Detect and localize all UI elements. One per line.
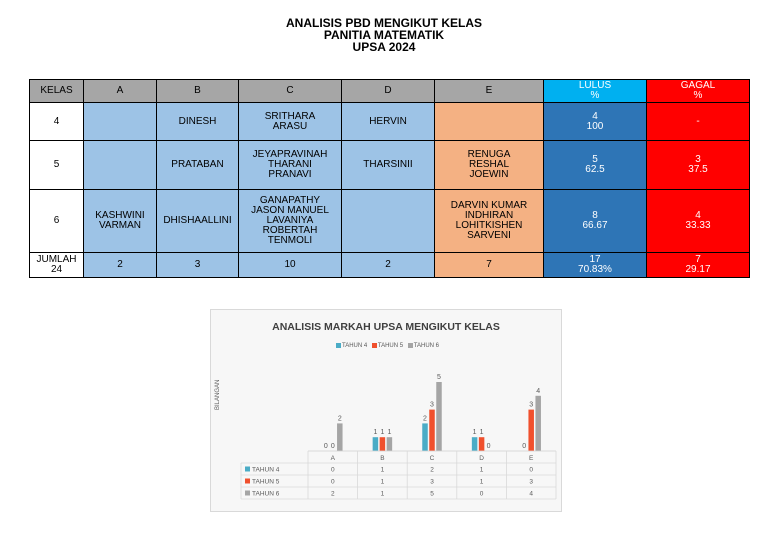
x-tick-label: B xyxy=(380,455,385,462)
bar-d-tahun-5 xyxy=(479,437,485,451)
cell-lulus: 4 100 xyxy=(544,103,647,141)
bar-e-tahun-6 xyxy=(535,396,541,451)
class-analysis-table xyxy=(29,79,750,278)
cell-e xyxy=(435,103,544,141)
data-label: 1 xyxy=(472,429,477,437)
data-label: 0 xyxy=(330,443,335,450)
data-label: 3 xyxy=(430,401,434,409)
header-b: B xyxy=(157,80,239,103)
x-tick-label: A xyxy=(330,455,335,462)
data-table-value: 3 xyxy=(430,478,434,486)
data-label: 1 xyxy=(373,429,378,437)
data-table-value: 5 xyxy=(430,490,434,498)
bar-b-tahun-6 xyxy=(387,437,393,451)
header-lulus: LULUS % xyxy=(544,80,647,103)
report-title: ANALISIS PBD MENGIKUT KELAS xyxy=(285,16,482,30)
data-label: 4 xyxy=(536,387,541,395)
row-kelas: 4 xyxy=(30,103,84,141)
total-e: 7 xyxy=(435,253,544,278)
table-row xyxy=(30,190,750,253)
x-tick-label: C xyxy=(429,455,435,462)
data-label: 5 xyxy=(437,374,441,381)
cell-lulus: 5 62.5 xyxy=(544,141,647,190)
total-c: 10 xyxy=(239,253,342,278)
chart-container xyxy=(210,309,562,512)
total-lulus: 17 70.83% xyxy=(544,253,647,278)
data-table-series-label: TAHUN 6 xyxy=(252,490,280,498)
total-d: 2 xyxy=(342,253,435,278)
cell-d: THARSINII xyxy=(342,141,435,190)
data-label: 0 xyxy=(486,443,491,450)
data-label: 0 xyxy=(323,443,328,450)
data-label: 2 xyxy=(337,415,342,423)
data-label: 1 xyxy=(380,429,385,437)
data-label: 1 xyxy=(479,429,484,437)
row-kelas: 6 xyxy=(30,190,84,253)
data-table-legend-swatch xyxy=(245,479,250,484)
header-gagal: GAGAL % xyxy=(647,80,750,103)
data-label: 3 xyxy=(529,401,534,409)
legend-label-tahun-5: TAHUN 5 xyxy=(377,343,404,350)
cell-c: SRITHARA ARASU xyxy=(239,103,342,141)
cell-a xyxy=(84,103,157,141)
data-table-value: 2 xyxy=(430,466,434,474)
report-heading xyxy=(0,17,768,53)
header-a: A xyxy=(84,80,157,103)
header-d: D xyxy=(342,80,435,103)
data-table-value: 1 xyxy=(380,478,385,486)
data-table-value: 0 xyxy=(479,490,484,498)
cell-e: RENUGA RESHAL JOEWIN xyxy=(435,141,544,190)
bar-b-tahun-5 xyxy=(380,437,386,451)
bar-e-tahun-5 xyxy=(528,410,534,451)
cell-c: JEYAPRAVINAH THARANI PRANAVI xyxy=(239,141,342,190)
data-table-value: 1 xyxy=(380,490,385,498)
data-table-legend-swatch xyxy=(245,467,250,472)
cell-gagal: 3 37.5 xyxy=(647,141,750,190)
table-row xyxy=(30,103,750,141)
data-table-value: 0 xyxy=(330,466,335,474)
cell-gagal: - xyxy=(647,103,750,141)
cell-d: HERVIN xyxy=(342,103,435,141)
cell-lulus: 8 66.67 xyxy=(544,190,647,253)
bar-a-tahun-6 xyxy=(337,423,343,451)
data-table-legend-swatch xyxy=(245,491,250,496)
cell-gagal: 4 33.33 xyxy=(647,190,750,253)
bar-c-tahun-4 xyxy=(422,423,428,451)
cell-a xyxy=(84,141,157,190)
total-gagal: 7 29.17 xyxy=(647,253,750,278)
cell-a: KASHWINI VARMAN xyxy=(84,190,157,253)
data-table-value: 1 xyxy=(479,478,484,486)
bar-chart xyxy=(211,310,561,511)
data-table-value: 0 xyxy=(330,478,335,486)
cell-c: GANAPATHY JASON MANUEL LAVANIYA ROBERTAH TENMOLI xyxy=(239,190,342,253)
cell-d xyxy=(342,190,435,253)
header-kelas: KELAS xyxy=(30,80,84,103)
x-tick-label: D xyxy=(479,455,484,462)
cell-e: DARVIN KUMAR INDHIRAN LOHITKISHEN SARVENI xyxy=(435,190,544,253)
row-kelas: 5 xyxy=(30,141,84,190)
cell-b: DHISHAALLINI xyxy=(157,190,239,253)
data-table-value: 3 xyxy=(529,478,534,486)
header-e: E xyxy=(435,80,544,103)
data-table-value: 1 xyxy=(380,466,385,474)
bar-c-tahun-5 xyxy=(429,410,435,451)
legend-label-tahun-4: TAHUN 4 xyxy=(341,343,368,350)
total-a: 2 xyxy=(84,253,157,278)
cell-b: PRATABAN xyxy=(157,141,239,190)
header-c: C xyxy=(239,80,342,103)
chart-title: ANALISIS MARKAH UPSA MENGIKUT KELAS xyxy=(272,321,500,333)
data-table-value: 2 xyxy=(330,490,335,498)
report-subtitle: PANITIA MATEMATIK xyxy=(323,28,445,42)
data-table-series-label: TAHUN 5 xyxy=(252,478,280,486)
bar-b-tahun-4 xyxy=(373,437,379,451)
table-row xyxy=(30,141,750,190)
x-tick-label: E xyxy=(529,455,534,462)
data-table-value: 1 xyxy=(479,466,484,474)
data-label: 0 xyxy=(522,443,527,450)
table-header-row xyxy=(30,80,750,103)
bar-c-tahun-6 xyxy=(436,382,442,451)
bar-d-tahun-4 xyxy=(472,437,478,451)
data-label: 1 xyxy=(387,429,392,437)
table-total-row xyxy=(30,253,750,278)
data-table-value: 0 xyxy=(529,466,534,474)
y-axis-label: BILANGAN xyxy=(215,379,221,410)
report-year: UPSA 2024 xyxy=(352,40,416,54)
data-label: 2 xyxy=(423,415,427,423)
cell-b: DINESH xyxy=(157,103,239,141)
data-table-value: 4 xyxy=(529,490,534,498)
total-kelas: JUMLAH 24 xyxy=(30,253,84,278)
data-table-series-label: TAHUN 4 xyxy=(252,466,280,474)
legend-label-tahun-6: TAHUN 6 xyxy=(413,343,440,350)
total-b: 3 xyxy=(157,253,239,278)
